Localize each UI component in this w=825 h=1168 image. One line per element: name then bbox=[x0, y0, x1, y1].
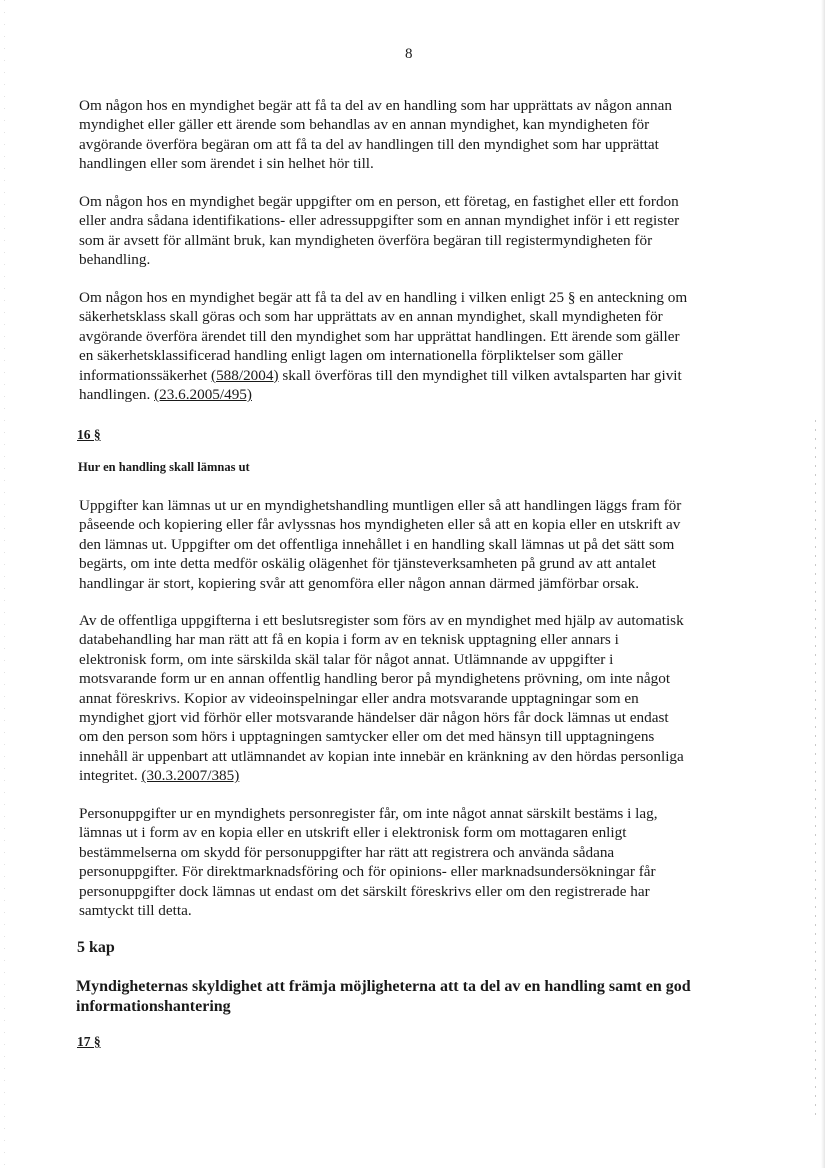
paragraph-decision-register bbox=[79, 611, 751, 786]
text-line: avgörande överföra ärendet till den myndighet som har upprättat handlingen. Ett ärende som gäller bbox=[79, 327, 680, 345]
paragraph-disclosure-methods bbox=[79, 496, 751, 593]
text-line: motsvarande form ur en annan offentlig handling beror på myndighetens prövning, om inte något bbox=[79, 670, 671, 688]
text-line bbox=[79, 366, 751, 385]
chapter-title-line: informationshantering bbox=[76, 998, 231, 1015]
scan-edge-left bbox=[4, 0, 5, 1168]
text-line: Personuppgifter ur en myndighets personregister får, om inte något annat särskilt bestäms i lag, bbox=[79, 805, 658, 822]
text-line: den lämnas ut. Uppgifter om det offentliga innehållet i en handling skall lämnas ut på det sätt som bbox=[79, 535, 675, 553]
text-line: innehåll är uppenbart att utlämnandet av kopian inte innebär en kränkning av den hördas personliga bbox=[79, 747, 684, 765]
text-line: annat föreskrivs. Kopior av videoinspelningar eller andra motsvarande upptagningar som en bbox=[79, 689, 639, 707]
section-16-label: 16 § bbox=[77, 427, 101, 442]
text-line: begärts, om inte detta medför oskälig olägenhet för tjänsteverksamheten på grund av att antalet bbox=[79, 555, 656, 573]
text-line: eller andra sådana identifikations- eller adressuppgifter som en annan myndighet inför i ett register bbox=[79, 212, 680, 230]
text-line: personuppgifter dock lämnas ut endast om det särskilt föreskrivs eller om den registrerade har bbox=[79, 882, 650, 900]
text-line: Av de offentliga uppgifterna i ett beslutsregister som förs av en myndighet med hjälp av automatisk bbox=[79, 612, 684, 629]
text-line: behandling. bbox=[79, 251, 151, 269]
paragraph-register-request bbox=[79, 192, 751, 270]
text-line: Uppgifter kan lämnas ut ur en myndighetshandling muntligen eller så att handlingen läggs fram för bbox=[79, 497, 682, 514]
text-line: påseende och kopiering eller får avlyssnas hos myndigheten eller så att en kopia eller en utskrift av bbox=[79, 516, 681, 534]
paragraph-forward-request bbox=[79, 96, 751, 174]
amendment-reference-link[interactable]: (30.3.2007/385) bbox=[141, 767, 240, 785]
text-line: bestämmelserna om skydd för personuppgifter har rätt att registrera och använda sådana bbox=[79, 843, 615, 861]
chapter-title bbox=[76, 977, 766, 1017]
scan-edge-right bbox=[815, 420, 816, 1120]
text-line: personuppgifter. För direktmarknadsföring och för opinions- eller marknadsundersökningar får bbox=[79, 863, 656, 881]
text-line: Om någon hos en myndighet begär uppgifter om en person, ett företag, en fastighet eller ett fordon bbox=[79, 193, 679, 210]
text-line: myndighet eller gäller ett ärende som behandlas av en annan myndighet, kan myndigheten för bbox=[79, 116, 650, 134]
page-edge-shadow bbox=[821, 0, 825, 1168]
text-line: en säkerhetsklassificerad handling enligt lagen om internationella förpliktelser som gäller bbox=[79, 347, 623, 365]
text-line: elektronisk form, om inte särskilda skäl talar för något annat. Utlämnande av uppgifter i bbox=[79, 650, 614, 668]
text-line bbox=[79, 385, 751, 404]
text-line: Om någon hos en myndighet begär att få ta del av en handling i vilken enligt 25 § en anteckning om bbox=[79, 289, 688, 306]
text-line: databehandling har man rätt att få en kopia i form av en teknisk upptagning eller annars i bbox=[79, 631, 619, 649]
text-fragment: integritet. bbox=[79, 767, 142, 785]
statute-reference-link[interactable]: (588/2004) bbox=[211, 366, 279, 384]
text-line: som är avsett för allmänt bruk, kan myndigheten överföra begäran till registermyndigheten för bbox=[79, 231, 653, 249]
paragraph-personal-data bbox=[79, 804, 751, 920]
section-17-label: 17 § bbox=[77, 1034, 101, 1049]
chapter-label: 5 kap bbox=[77, 939, 115, 956]
text-line: handlingar är stort, kopiering svår att genomföra eller någon annan därmed jämförbar orsak. bbox=[79, 574, 640, 592]
text-line: avgörande överföra begäran om att få ta del av handlingen till den myndighet som har upprättat bbox=[79, 135, 659, 153]
text-line bbox=[79, 766, 751, 785]
text-fragment: skall överföras till den myndighet till vilken avtalsparten har givit bbox=[278, 366, 682, 384]
text-line: säkerhetsklass skall göras och som har upprättats av en annan myndighet, skall myndigheten för bbox=[79, 308, 663, 326]
text-line: handlingen eller som ärendet i sin helhet hör till. bbox=[79, 155, 374, 173]
text-line: om den person som hörs i upptagningen samtycker eller om det med hänsyn till upptagningens bbox=[79, 728, 655, 746]
text-line: lämnas ut i form av en kopia eller en utskrift eller i elektronisk form om mottagaren enligt bbox=[79, 824, 627, 842]
amendment-reference-link[interactable]: (23.6.2005/495) bbox=[154, 386, 252, 404]
page-number: 8 bbox=[405, 46, 413, 62]
paragraph-security-class bbox=[79, 288, 751, 404]
text-fragment: handlingen. bbox=[79, 386, 155, 404]
text-line: samtyckt till detta. bbox=[79, 902, 192, 920]
text-line: Om någon hos en myndighet begär att få ta del av en handling som har upprättats av någon annan bbox=[79, 97, 672, 114]
section-16-heading: Hur en handling skall lämnas ut bbox=[78, 460, 250, 474]
text-fragment: informationssäkerhet bbox=[79, 366, 212, 384]
text-line: myndighet gjort vid förhör eller motsvarande händelser där någon hörs får dock lämnas ut endast bbox=[79, 709, 669, 727]
chapter-title-line: Myndigheternas skyldighet att främja möjligheterna att ta del av en handling samt en god bbox=[76, 978, 691, 995]
